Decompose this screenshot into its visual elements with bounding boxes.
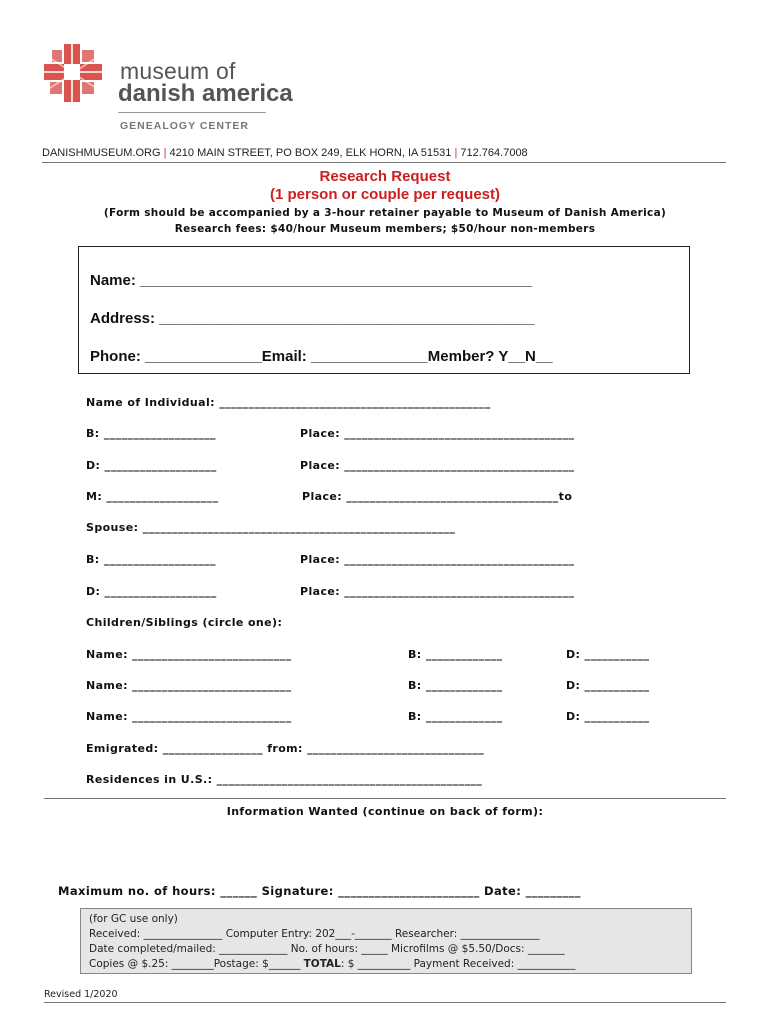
- contact-website: DANISHMUSEUM.ORG: [42, 147, 161, 159]
- birth-date-field[interactable]: B: ___________________: [86, 427, 216, 440]
- emigrated-field[interactable]: Emigrated: _________________ from: ______________________________: [86, 742, 485, 755]
- spouse-birth-date-field[interactable]: B: ___________________: [86, 553, 216, 566]
- hours-signature-date-field[interactable]: Maximum no. of hours: ______ Signature: _______________________ Date: _________: [58, 884, 581, 898]
- child-death-field[interactable]: D: ___________: [566, 710, 650, 723]
- retainer-note: (Form should be accompanied by a 3-hour retainer payable to Museum of Danish America): [103, 207, 667, 219]
- form-title: Research Request: [319, 168, 451, 185]
- marriage-date-field[interactable]: M: ___________________: [86, 490, 219, 503]
- child-name-field[interactable]: Name: ___________________________: [86, 679, 292, 692]
- form-subtitle: (1 person or couple per request): [269, 186, 501, 203]
- gc-copies-postage: Copies @ $.25: ________Postage: $______: [89, 958, 304, 970]
- gc-completed-row[interactable]: Date completed/mailed: _____________ No. of hours: _____ Microfilms @ $5.50/Docs: _______: [89, 943, 565, 955]
- death-date-field[interactable]: D: ___________________: [86, 459, 217, 472]
- requester-phone-email-member-field[interactable]: Phone: ______________Email: ______________Member? Y__N__: [90, 348, 553, 365]
- gc-received-row[interactable]: Received: _______________ Computer Entry: 202___-_______ Researcher: _______________: [89, 928, 540, 940]
- section-divider: [44, 798, 726, 799]
- children-siblings-label: Children/Siblings (circle one):: [86, 616, 283, 629]
- footer-divider: [44, 1002, 726, 1003]
- spouse-death-place-field[interactable]: Place: _______________________________________: [300, 585, 575, 598]
- contact-separator: |: [163, 147, 167, 159]
- requester-name-field[interactable]: Name: _______________________________________________: [90, 272, 533, 289]
- requester-address-field[interactable]: Address: _____________________________________________: [90, 310, 535, 327]
- gc-total-payment: : $ __________ Payment Received: ___________: [340, 958, 576, 970]
- child-name-field[interactable]: Name: ___________________________: [86, 648, 292, 661]
- logo-divider: [118, 112, 266, 113]
- child-death-field[interactable]: D: ___________: [566, 679, 650, 692]
- marriage-place-field[interactable]: Place: ____________________________________to: [302, 490, 573, 503]
- child-birth-field[interactable]: B: _____________: [408, 648, 503, 661]
- spouse-field[interactable]: Spouse: _____________________________________________________: [86, 521, 456, 534]
- logo-subtitle: GENEALOGY CENTER: [120, 120, 249, 132]
- child-birth-field[interactable]: B: _____________: [408, 710, 503, 723]
- birth-place-field[interactable]: Place: _______________________________________: [300, 427, 575, 440]
- contact-separator: |: [454, 147, 458, 159]
- child-name-field[interactable]: Name: ___________________________: [86, 710, 292, 723]
- child-birth-field[interactable]: B: _____________: [408, 679, 503, 692]
- contact-phone: 712.764.7008: [460, 147, 528, 159]
- spouse-birth-place-field[interactable]: Place: _______________________________________: [300, 553, 575, 566]
- contact-address: 4210 MAIN STREET, PO BOX 249, ELK HORN, IA 51531: [169, 147, 452, 159]
- header-divider: [42, 162, 726, 163]
- gc-total-label: TOTAL: [303, 958, 341, 970]
- gc-copies-row[interactable]: [89, 958, 575, 970]
- residences-field[interactable]: Residences in U.S.: _____________________________________________: [86, 773, 483, 786]
- danish-cross-logo-icon: [44, 44, 102, 102]
- logo-text-museum-of: museum of: [120, 58, 236, 84]
- information-wanted-label: Information Wanted (continue on back of form):: [226, 805, 544, 818]
- death-place-field[interactable]: Place: _______________________________________: [300, 459, 575, 472]
- individual-name-field[interactable]: Name of Individual: ______________________________________________: [86, 396, 491, 409]
- spouse-death-date-field[interactable]: D: ___________________: [86, 585, 217, 598]
- revision-date: Revised 1/2020: [44, 989, 118, 1000]
- gc-use-header: (for GC use only): [89, 913, 178, 925]
- child-death-field[interactable]: D: ___________: [566, 648, 650, 661]
- logo-text-danish-america: danish america: [118, 80, 293, 107]
- contact-line: [42, 147, 528, 159]
- fees-note: Research fees: $40/hour Museum members; $50/hour non-members: [174, 223, 596, 235]
